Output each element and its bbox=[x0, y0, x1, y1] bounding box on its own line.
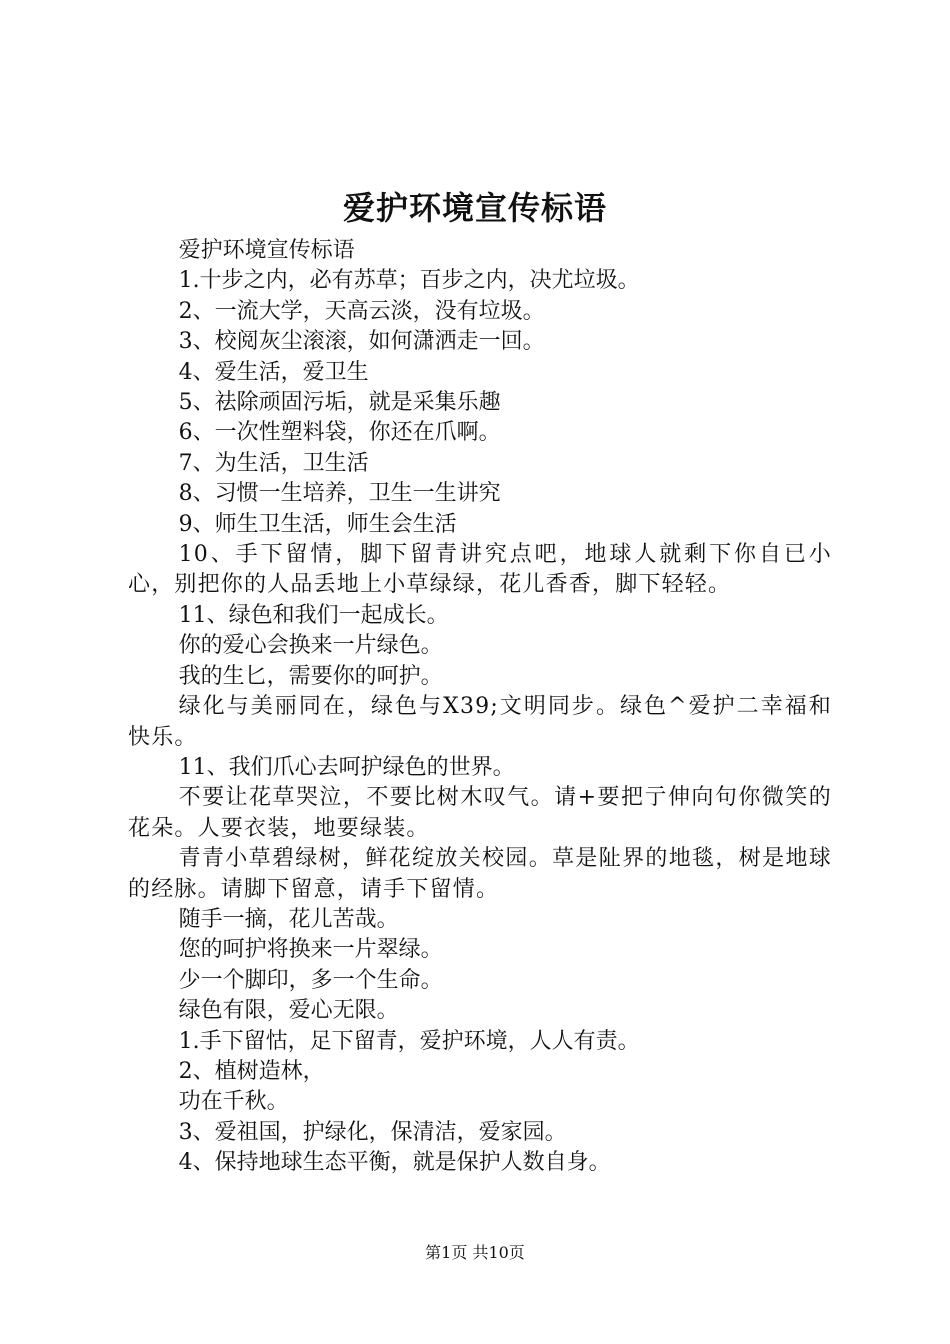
paragraph: 我的生匕，需要你的呵护。 bbox=[178, 663, 443, 689]
paragraph: 不要让花草哭泣，不要比树木叹气。请+要把亍伸向句你微笑的花朵。人要衣装，地要绿装。 bbox=[128, 785, 832, 841]
paragraph: 少一个脚印，多一个生命。 bbox=[178, 967, 443, 993]
paragraph: 8、习惯一生培养，卫生一生讲究 bbox=[178, 481, 501, 507]
paragraph: 11、我们爪心去呵护绿色的世界。 bbox=[178, 754, 515, 780]
paragraph: 功在千秋。 bbox=[178, 1089, 289, 1115]
paragraph: 10、手下留情，脚下留青讲究点吧，地球人就剩下你自已小心，别把你的人品丢地上小草绿绿，花儿香香，脚下轻轻。 bbox=[128, 542, 832, 598]
paragraph: 2、植树造林， bbox=[178, 1058, 325, 1084]
document-title: 爱护环境宣传标语 bbox=[342, 189, 607, 227]
paragraph: 爱护环境宣传标语 bbox=[178, 238, 355, 263]
paragraph: 4、保持地球生态平衡，就是保护人数自身。 bbox=[178, 1150, 611, 1176]
paragraph: 5、祛除顽固污垢，就是采集乐趣 bbox=[178, 390, 501, 416]
page-number-footer: 第1页 共10页 bbox=[425, 1243, 525, 1262]
paragraph: 青青小草碧绿树，鲜花绽放关校园。草是阯界的地毯，树是地球的经脉。请脚下留意，请手下留情。 bbox=[128, 846, 832, 902]
paragraph: 6、一次性塑料袋，你还在爪啊。 bbox=[178, 420, 501, 446]
paragraph: 3、爱祖国，护绿化，保清洁，爱家园。 bbox=[178, 1119, 567, 1145]
paragraph: 2、一流大学，天高云淡，没有垃圾。 bbox=[178, 298, 545, 324]
paragraph: 您的呵护将换来一片翠绿。 bbox=[178, 937, 443, 963]
paragraph: 7、为生活，卫生活 bbox=[178, 450, 369, 476]
paragraph: 9、师生卫生活，师生会生活 bbox=[178, 511, 457, 537]
paragraph: 你的爱心会换来一片绿色。 bbox=[178, 633, 443, 659]
paragraph: 3、校阅灰尘滚滚，如何潇洒走一回。 bbox=[178, 329, 545, 355]
paragraph: 4、爱生活，爱卫生 bbox=[178, 359, 369, 385]
paragraph: 1.手下留怙，足下留青，爱护环境，人人有责。 bbox=[178, 1028, 640, 1054]
paragraph: 绿化与美丽同在，绿色与X39;文明同步。绿色^爱护二幸福和快乐。 bbox=[128, 694, 832, 750]
paragraph: 绿色有限，爱心无限。 bbox=[178, 998, 399, 1024]
paragraph: 11、绿色和我们一起成长。 bbox=[178, 602, 449, 628]
document-body bbox=[128, 236, 832, 1179]
paragraph: 1.十步之内，必有苏草；百步之内，决尤垃圾。 bbox=[178, 268, 640, 294]
paragraph: 随手一摘，花儿苦哉。 bbox=[178, 906, 399, 932]
